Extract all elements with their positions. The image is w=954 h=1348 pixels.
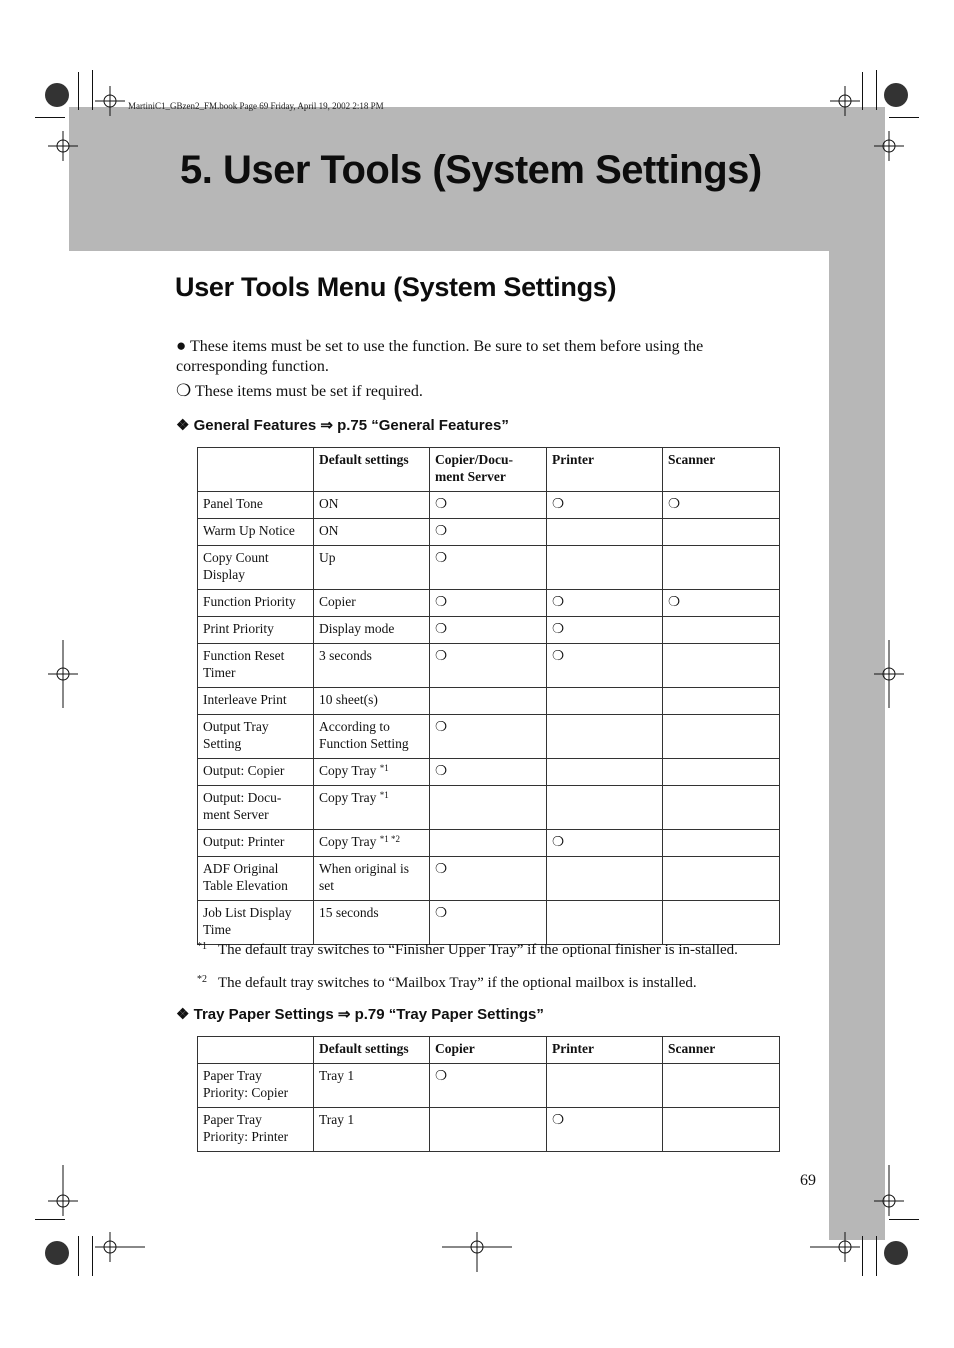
legend-optional-text: These items must be set if required. <box>194 383 423 400</box>
cell-default-value: 10 sheet(s) <box>319 692 378 707</box>
cell-default <box>314 857 430 901</box>
cell-item <box>198 644 314 688</box>
cell-copier <box>430 786 547 830</box>
cell-default <box>314 901 430 945</box>
column-header <box>198 448 314 492</box>
cell-scanner <box>663 1108 780 1152</box>
cell-printer <box>547 617 663 644</box>
cell-copier-value: ❍ <box>435 594 448 609</box>
cell-copier <box>430 901 547 945</box>
cell-printer <box>547 492 663 519</box>
cell-printer <box>547 519 663 546</box>
cell-default <box>314 546 430 590</box>
cell-item-value: Copy Count Display <box>203 550 269 582</box>
column-header: Default settings <box>314 448 430 492</box>
cell-default <box>314 688 430 715</box>
column-header: Copier <box>430 1037 547 1064</box>
table-row <box>198 901 780 945</box>
cell-item-value: Function Reset Timer <box>203 648 285 680</box>
page-number: 69 <box>800 1172 816 1189</box>
open-circle-icon: ❍ <box>176 381 192 400</box>
cell-item-value: Output: Docu-ment Server <box>203 790 282 822</box>
cell-copier <box>430 688 547 715</box>
cell-default-value: Tray 1 <box>319 1112 355 1127</box>
cell-copier <box>430 617 547 644</box>
cell-default-value: Display mode <box>319 621 395 636</box>
cell-scanner <box>663 1064 780 1108</box>
cell-scanner <box>663 759 780 786</box>
cell-copier <box>430 759 547 786</box>
footnote-reference: *1 *2 <box>379 834 401 844</box>
table-row <box>198 546 780 590</box>
cell-item-value: Output Tray Setting <box>203 719 269 751</box>
table-row <box>198 1108 780 1152</box>
cell-item-value: Paper Tray Priority: Copier <box>203 1068 289 1100</box>
cell-default-value: 3 seconds <box>319 648 372 663</box>
column-header: Copier/Docu-ment Server <box>430 448 547 492</box>
cell-scanner <box>663 688 780 715</box>
cell-item-value: Output: Printer <box>203 834 285 849</box>
cell-printer <box>547 830 663 857</box>
cell-copier <box>430 590 547 617</box>
table-row <box>198 830 780 857</box>
cell-default-value: When original is set <box>319 861 409 893</box>
cell-default <box>314 830 430 857</box>
general-features-table <box>197 447 780 945</box>
cell-printer <box>547 546 663 590</box>
cell-item <box>198 688 314 715</box>
cell-item <box>198 1064 314 1108</box>
cell-scanner <box>663 786 780 830</box>
cell-default <box>314 644 430 688</box>
cell-item-value: Paper Tray Priority: Printer <box>203 1112 289 1144</box>
cell-scanner <box>663 546 780 590</box>
cell-scanner <box>663 617 780 644</box>
cell-copier-value: ❍ <box>435 1068 448 1083</box>
cell-default-value: Up <box>319 550 336 565</box>
cell-default-value: Copier <box>319 594 356 609</box>
column-header: Scanner <box>663 448 780 492</box>
footnote <box>197 975 779 991</box>
cell-default-value: ON <box>319 496 339 511</box>
cell-item <box>198 759 314 786</box>
cell-item <box>198 857 314 901</box>
cell-printer <box>547 786 663 830</box>
footnote-reference: *1 <box>379 763 389 773</box>
cell-default <box>314 786 430 830</box>
table-header-row <box>198 1037 780 1064</box>
legend-required <box>176 336 780 377</box>
cell-item <box>198 590 314 617</box>
cell-scanner <box>663 715 780 759</box>
cell-copier-value: ❍ <box>435 719 448 734</box>
cell-default-value: Tray 1 <box>319 1068 355 1083</box>
footnote-mark: *2 <box>197 974 207 985</box>
cell-printer <box>547 644 663 688</box>
diamond-bullet-icon: ❖ <box>176 1006 190 1023</box>
cell-item <box>198 786 314 830</box>
cell-printer <box>547 590 663 617</box>
tray-paper-settings-heading <box>176 1005 544 1023</box>
column-header <box>198 1037 314 1064</box>
cell-item-value: Panel Tone <box>203 496 263 511</box>
table-row <box>198 519 780 546</box>
table-row <box>198 786 780 830</box>
footnote-mark: *1 <box>197 941 207 952</box>
cell-default <box>314 617 430 644</box>
cell-scanner <box>663 590 780 617</box>
cell-default-value: Copy Tray <box>319 790 377 805</box>
cell-printer <box>547 1108 663 1152</box>
cell-default <box>314 590 430 617</box>
cell-item <box>198 546 314 590</box>
cell-copier <box>430 715 547 759</box>
cell-printer-value: ❍ <box>552 834 565 849</box>
section-title: User Tools Menu (System Settings) <box>175 272 617 302</box>
cell-printer-value: ❍ <box>552 648 565 663</box>
cell-item-value: Job List Display Time <box>203 905 292 937</box>
cell-scanner <box>663 644 780 688</box>
column-header: Printer <box>547 448 663 492</box>
cell-default-value: Copy Tray <box>319 834 377 849</box>
footnote-text: The default tray switches to “Finisher Upper Tray” if the optional finisher is in-stalled. <box>218 942 738 958</box>
cell-copier <box>430 644 547 688</box>
cell-copier <box>430 546 547 590</box>
print-info-header: MartiniC1_GBzen2_FM.book Page 69 Friday, April 19, 2002 2:18 PM <box>128 101 384 111</box>
cell-default-value: According to Function Setting <box>319 719 409 751</box>
cell-item <box>198 492 314 519</box>
table-row <box>198 617 780 644</box>
cell-scanner <box>663 901 780 945</box>
cell-scanner <box>663 492 780 519</box>
cell-copier-value: ❍ <box>435 648 448 663</box>
cell-default-value: Copy Tray <box>319 763 377 778</box>
cell-printer-value: ❍ <box>552 496 565 511</box>
cell-copier-value: ❍ <box>435 861 448 876</box>
cell-copier-value: ❍ <box>435 496 448 511</box>
table-header-row <box>198 448 780 492</box>
table-row <box>198 857 780 901</box>
table-row <box>198 1064 780 1108</box>
cell-default <box>314 759 430 786</box>
cell-item-value: Output: Copier <box>203 763 285 778</box>
cell-printer-value: ❍ <box>552 594 565 609</box>
cell-item-value: Warm Up Notice <box>203 523 295 538</box>
filled-circle-icon: ● <box>176 336 187 355</box>
column-header: Default settings <box>314 1037 430 1064</box>
tray-paper-settings-table <box>197 1036 780 1152</box>
cell-item-value: ADF Original Table Elevation <box>203 861 288 893</box>
diamond-bullet-icon: ❖ <box>176 417 190 434</box>
cell-printer <box>547 759 663 786</box>
cell-copier-value: ❍ <box>435 763 448 778</box>
cell-default-value: 15 seconds <box>319 905 379 920</box>
cell-copier <box>430 519 547 546</box>
cell-item <box>198 830 314 857</box>
cell-scanner-value: ❍ <box>668 496 681 511</box>
cell-default <box>314 492 430 519</box>
table-row <box>198 644 780 688</box>
cell-scanner-value: ❍ <box>668 594 681 609</box>
cell-item-value: Function Priority <box>203 594 296 609</box>
cell-printer <box>547 857 663 901</box>
cell-copier <box>430 492 547 519</box>
cell-copier-value: ❍ <box>435 621 448 636</box>
cell-default-value: ON <box>319 523 339 538</box>
cell-copier <box>430 830 547 857</box>
tray-paper-settings-link[interactable]: Tray Paper Settings ⇒ p.79 “Tray Paper Settings” <box>193 1006 544 1023</box>
table-row <box>198 715 780 759</box>
cell-copier-value: ❍ <box>435 550 448 565</box>
cell-item-value: Interleave Print <box>203 692 287 707</box>
footnote <box>197 942 779 958</box>
table-row <box>198 688 780 715</box>
table-row <box>198 492 780 519</box>
footnote-reference: *1 <box>379 790 389 800</box>
cell-default <box>314 1064 430 1108</box>
cell-item <box>198 519 314 546</box>
column-header: Scanner <box>663 1037 780 1064</box>
cell-printer <box>547 715 663 759</box>
column-header: Printer <box>547 1037 663 1064</box>
cell-copier-value: ❍ <box>435 523 448 538</box>
table-row <box>198 590 780 617</box>
cell-copier-value: ❍ <box>435 905 448 920</box>
legend-required-text: These items must be set to use the function. Be sure to set them before using the corresponding function. <box>176 338 704 375</box>
cell-default <box>314 715 430 759</box>
cell-printer-value: ❍ <box>552 1112 565 1127</box>
cell-printer-value: ❍ <box>552 621 565 636</box>
general-features-heading <box>176 416 509 434</box>
cell-item <box>198 715 314 759</box>
cell-copier <box>430 1064 547 1108</box>
cell-scanner <box>663 519 780 546</box>
general-features-link[interactable]: General Features ⇒ p.75 “General Features” <box>193 417 509 434</box>
cell-default <box>314 519 430 546</box>
cell-scanner <box>663 857 780 901</box>
cell-copier <box>430 1108 547 1152</box>
cell-item <box>198 617 314 644</box>
legend-optional <box>176 381 780 402</box>
cell-printer <box>547 1064 663 1108</box>
cell-printer <box>547 688 663 715</box>
footnote-text: The default tray switches to “Mailbox Tray” if the optional mailbox is installed. <box>218 975 697 991</box>
cell-scanner <box>663 830 780 857</box>
cell-item <box>198 1108 314 1152</box>
cell-item <box>198 901 314 945</box>
cell-item-value: Print Priority <box>203 621 274 636</box>
cell-default <box>314 1108 430 1152</box>
cell-printer <box>547 901 663 945</box>
cell-copier <box>430 857 547 901</box>
chapter-title: 5. User Tools (System Settings) <box>180 148 762 192</box>
table-row <box>198 759 780 786</box>
